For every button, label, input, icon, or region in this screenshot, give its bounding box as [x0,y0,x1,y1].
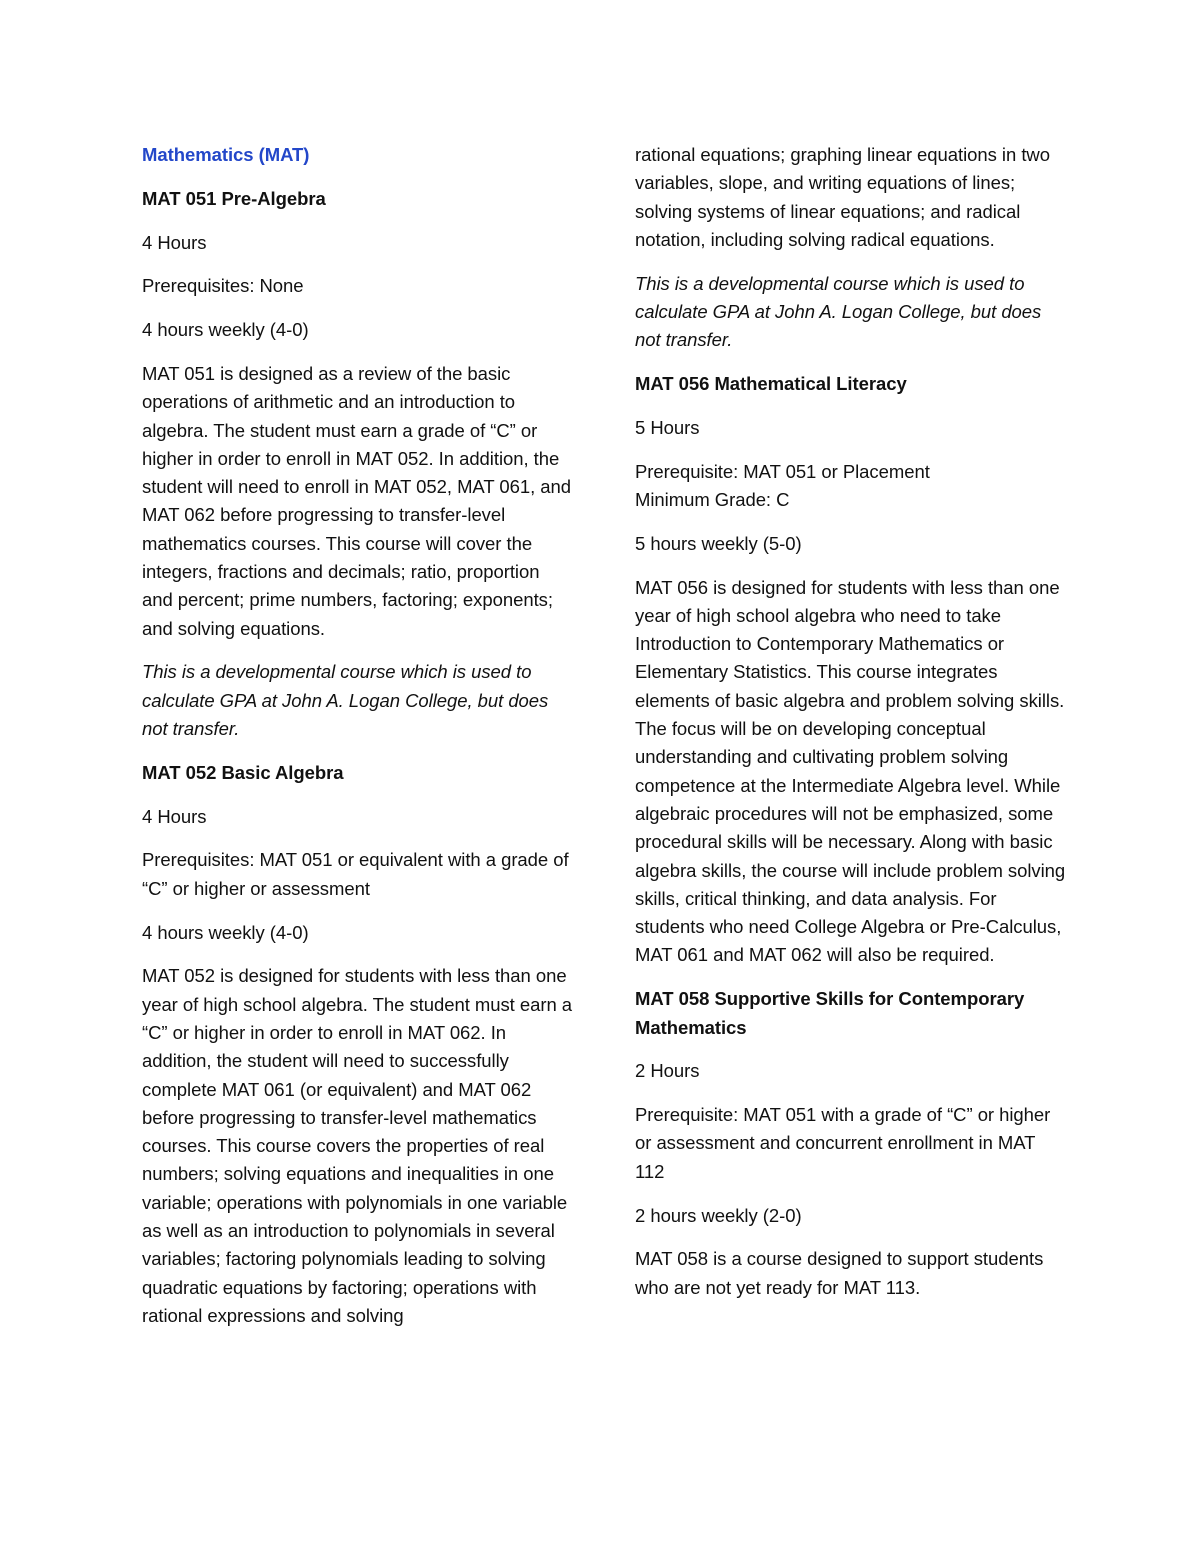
course-title-mat058: MAT 058 Supportive Skills for Contemporary Mathematics [635,988,1025,1038]
course-description-mat052-part2: rational equations; graphing linear equations in two variables, slope, and writing equations of lines; solving systems of linear equations; and radical notation, including solving radical equations. [635,144,1050,250]
course-hours-mat051: 4 Hours [142,231,207,253]
course-weekly-mat058: 2 hours weekly (2-0) [635,1204,802,1226]
course-prereq-mat056-line2: Minimum Grade: C [635,488,790,510]
course-weekly-mat051: 4 hours weekly (4-0) [142,319,309,341]
right-column [635,141,1067,1317]
course-description-mat051: MAT 051 is designed as a review of the basic operations of arithmetic and an introduction to algebra. The student must earn a grade of “C” or higher in order to enroll in MAT 052. In addition, the student will need to enroll in MAT 052, MAT 061, and MAT 062 before progressing to transfer-level mathematics courses. This course will cover the integers, fractions and decimals; ratio, proportion and percent; prime numbers, factoring; exponents; and solving equations. [142,362,571,639]
course-prereq-mat058: Prerequisite: MAT 051 with a grade of “C” or higher or assessment and concurrent enrollment in MAT 112 [635,1104,1051,1182]
course-description-mat058: MAT 058 is a course designed to support students who are not yet ready for MAT 113. [635,1248,1044,1298]
course-prereq-mat056 [635,458,1067,515]
course-weekly-mat056: 5 hours weekly (5-0) [635,532,802,554]
course-title-mat052: MAT 052 Basic Algebra [142,761,344,783]
course-note-mat051: This is a developmental course which is used to calculate GPA at John A. Logan College, but does not transfer. [142,661,549,740]
course-weekly-mat052: 4 hours weekly (4-0) [142,921,309,943]
section-heading: Mathematics (MAT) [142,144,310,165]
course-hours-mat056: 5 Hours [635,416,700,438]
course-description-mat056: MAT 056 is designed for students with less than one year of high school algebra who need to take Introduction to Contemporary Mathematics or Elementary Statistics. This course integrates elements of basic algebra and problem solving skills. The focus will be on developing conceptual understanding and cultivating problem solving competence at the Intermediate Algebra level. While algebraic procedures will not be emphasized, some procedural skills will be necessary. Along with basic algebra skills, the course will include problem solving skills, critical thinking, and data analysis. For students who need College Algebra or Pre-Calculus, MAT 061 and MAT 062 will also be required. [635,576,1066,966]
course-prereq-mat051: Prerequisites: None [142,275,304,297]
course-hours-mat052: 4 Hours [142,805,207,827]
course-note-mat052: This is a developmental course which is used to calculate GPA at John A. Logan College, but does not transfer. [635,272,1042,351]
course-description-mat052-part1: MAT 052 is designed for students with less than one year of high school algebra. The student must earn a “C” or higher in order to enroll in MAT 062. In addition, the student will need to successfully complete MAT 061 (or equivalent) and MAT 062 before progressing to transfer-level mathematics courses. This course covers the properties of real numbers; solving equations and inequalities in one variable; operations with polynomials in one variable as well as an introduction to polynomials in several variables; factoring polynomials leading to solving quadratic equations by factoring; operations with rational expressions and solving [142,965,573,1326]
course-hours-mat058: 2 Hours [635,1060,700,1082]
left-column [142,141,574,1330]
course-title-mat056: MAT 056 Mathematical Literacy [635,373,907,395]
course-prereq-mat056-line1: Prerequisite: MAT 051 or Placement [635,460,930,482]
course-title-mat051: MAT 051 Pre-Algebra [142,187,326,209]
course-prereq-mat052: Prerequisites: MAT 051 or equivalent with a grade of “C” or higher or assessment [142,849,569,899]
